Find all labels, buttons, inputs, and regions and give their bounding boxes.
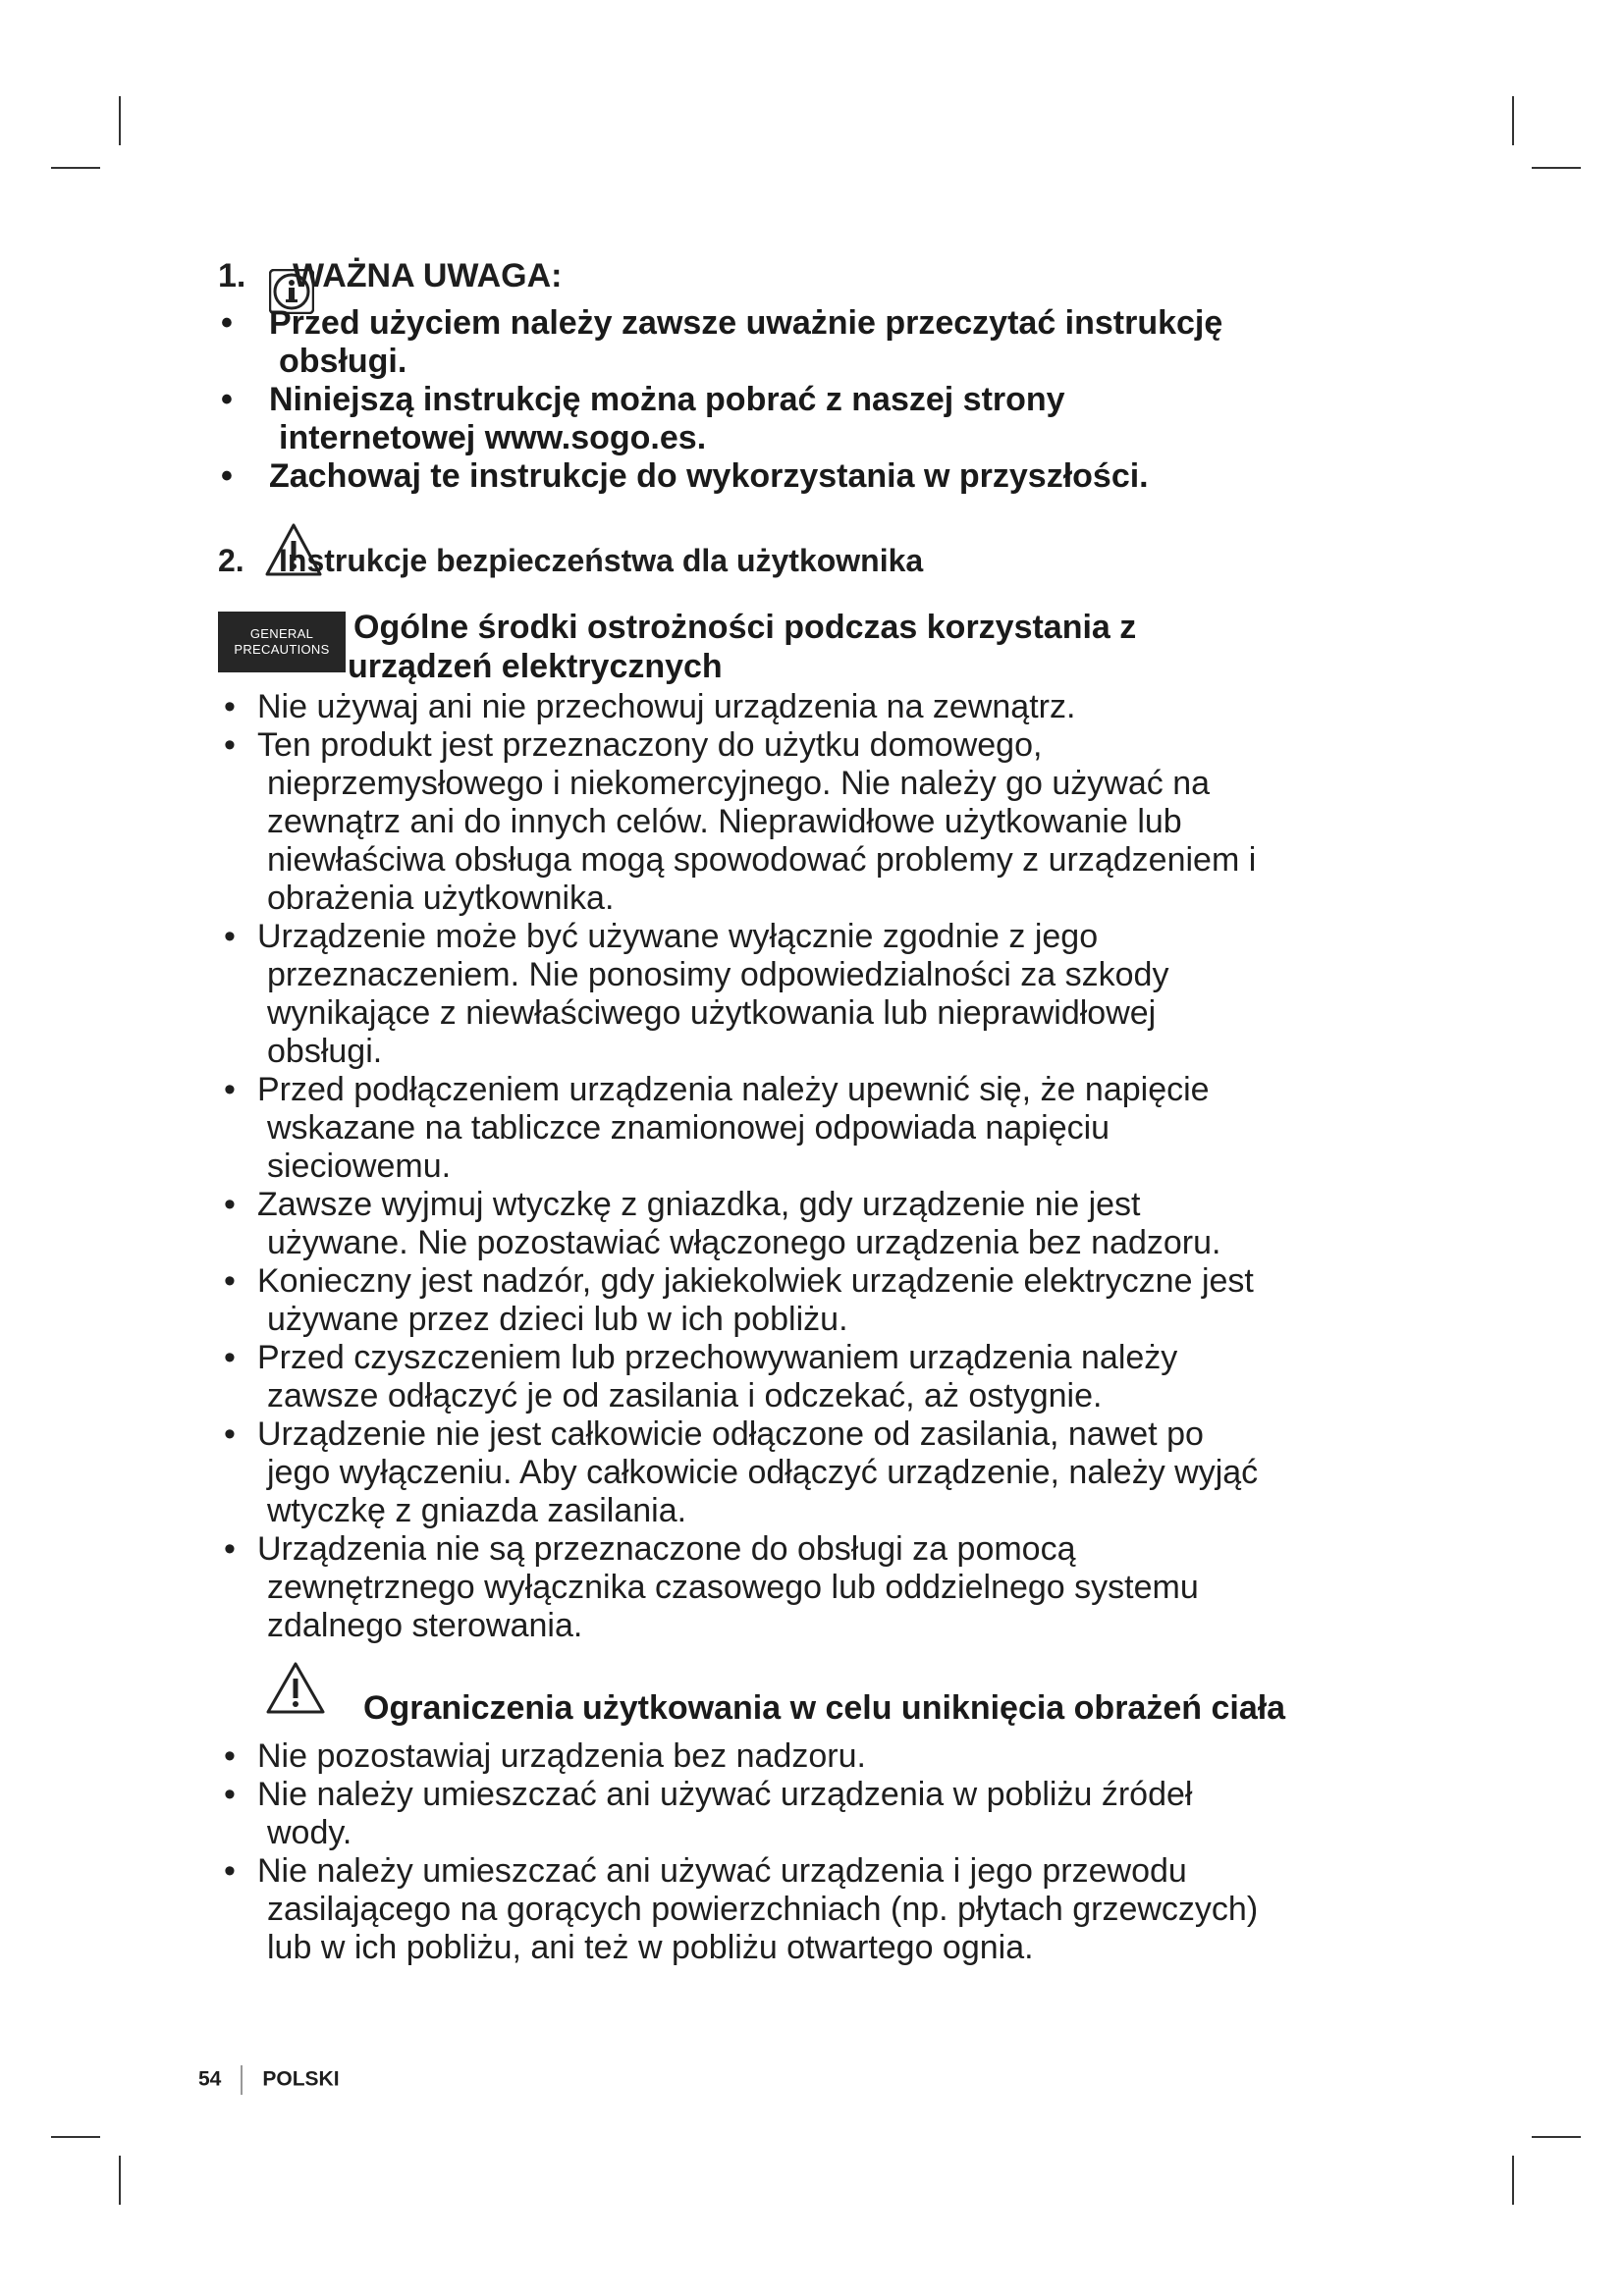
bullet-icon: • xyxy=(224,688,236,725)
list-item-text: Urządzenie nie jest całkowicie odłączone od zasilania, nawet po xyxy=(257,1415,1204,1453)
list-item-continuation: zawsze odłączyć je od zasilania i odczekać, aż ostygnie. xyxy=(267,1377,1103,1415)
list-item-text: Przed użyciem należy zawsze uważnie przeczytać instrukcję xyxy=(269,304,1223,342)
list-item-continuation: zewnątrz ani do innych celów. Nieprawidłowe użytkowanie lub xyxy=(267,803,1182,840)
list-item-continuation: nieprzemysłowego i niekomercyjnego. Nie należy go używać na xyxy=(267,765,1211,802)
list-item-continuation: zasilającego na gorących powierzchniach (np. płytach grzewczych) xyxy=(267,1891,1259,1928)
list-item xyxy=(218,1339,1435,1415)
list-item xyxy=(218,1852,1435,1967)
list-item xyxy=(218,1186,1435,1262)
list-item-continuation: wynikające z niewłaściwego użytkowania lub nieprawidłowej xyxy=(267,994,1157,1032)
title-line: Ogólne środki ostrożności podczas korzystania z xyxy=(353,609,1137,646)
crop-mark xyxy=(51,2136,100,2138)
list-item-text: Przed podłączeniem urządzenia należy upewnić się, że napięcie xyxy=(257,1071,1210,1108)
list-item xyxy=(218,918,1435,1071)
bullet-icon: • xyxy=(224,1262,236,1300)
list-item-text: Zachowaj te instrukcje do wykorzystania w przyszłości. xyxy=(269,457,1149,495)
crop-mark xyxy=(1532,167,1581,169)
bullet-icon: • xyxy=(224,1339,236,1376)
bullet-icon: • xyxy=(224,1852,236,1890)
list-item-continuation: jego wyłączeniu. Aby całkowicie odłączyć urządzenie, należy wyjąć xyxy=(267,1454,1259,1491)
footer-divider xyxy=(241,2065,243,2095)
footer-language: POLSKI xyxy=(262,2067,340,2091)
list-item xyxy=(218,1071,1435,1186)
list-item-continuation: lub w ich pobliżu, ani też w pobliżu otwartego ognia. xyxy=(267,1929,1034,1966)
badge-line: PRECAUTIONS xyxy=(234,642,330,657)
list-item-continuation: używane przez dzieci lub w ich pobliżu. xyxy=(267,1301,848,1338)
bullet-icon: • xyxy=(221,457,233,495)
usage-limits-title: Ograniczenia użytkowania w celu uniknięcia obrażeń ciała xyxy=(363,1689,1286,1727)
bullet-icon: • xyxy=(224,1415,236,1453)
page-footer xyxy=(198,2065,340,2095)
bullet-icon: • xyxy=(221,381,233,418)
general-precautions-list xyxy=(218,688,1435,1645)
list-item-continuation: obrażenia użytkownika. xyxy=(267,880,615,917)
list-item-text: Ten produkt jest przeznaczony do użytku domowego, xyxy=(257,726,1043,764)
bullet-icon: • xyxy=(224,1530,236,1568)
list-item-text: Nie używaj ani nie przechowuj urządzenia na zewnątrz. xyxy=(257,688,1076,725)
bullet-icon: • xyxy=(224,726,236,764)
crop-mark xyxy=(119,96,121,145)
section-1-heading xyxy=(218,257,1435,304)
list-item-text: Urządzenia nie są przeznaczone do obsługi za pomocą xyxy=(257,1530,1076,1568)
list-item xyxy=(218,304,1435,381)
list-item-text: Przed czyszczeniem lub przechowywaniem urządzenia należy xyxy=(257,1339,1178,1376)
list-item xyxy=(218,1262,1435,1339)
list-item-continuation: zewnętrznego wyłącznika czasowego lub oddzielnego systemu xyxy=(267,1569,1199,1606)
list-item xyxy=(218,457,1435,496)
bullet-icon: • xyxy=(224,1071,236,1108)
section-1-title: WAŻNA UWAGA: xyxy=(293,257,563,294)
section-2-number: 2. xyxy=(218,543,244,578)
bullet-icon: • xyxy=(224,918,236,955)
bullet-icon: • xyxy=(224,1186,236,1223)
crop-mark xyxy=(1512,2156,1514,2205)
list-item-continuation: wskazane na tabliczce znamionowej odpowiada napięciu xyxy=(267,1109,1110,1147)
bullet-icon: • xyxy=(224,1776,236,1813)
list-item-text: Konieczny jest nadzór, gdy jakiekolwiek urządzenie elektryczne jest xyxy=(257,1262,1254,1300)
list-item-continuation: internetowej www.sogo.es. xyxy=(279,419,707,456)
crop-mark xyxy=(51,167,100,169)
list-item xyxy=(218,1415,1435,1530)
list-item-continuation: sieciowemu. xyxy=(267,1148,452,1185)
list-item-continuation: wtyczkę z gniazda zasilania. xyxy=(267,1492,687,1529)
list-item xyxy=(218,381,1435,457)
general-precautions-heading xyxy=(218,608,1435,688)
general-precautions-title xyxy=(348,608,1414,686)
list-item xyxy=(218,1530,1435,1645)
usage-limits-heading xyxy=(218,1675,1435,1737)
badge-line: GENERAL xyxy=(249,626,314,641)
list-item-continuation: wody. xyxy=(267,1814,352,1851)
list-item xyxy=(218,1737,1435,1776)
list-item-text: Niniejszą instrukcję można pobrać z naszej strony xyxy=(269,381,1065,418)
list-item-text: Zawsze wyjmuj wtyczkę z gniazdka, gdy urządzenie nie jest xyxy=(257,1186,1141,1223)
usage-limits-list xyxy=(218,1737,1435,1967)
bullet-icon: • xyxy=(221,304,233,342)
list-item-continuation: przeznaczeniem. Nie ponosimy odpowiedzialności za szkody xyxy=(267,956,1169,993)
page-content xyxy=(218,257,1435,1967)
list-item-continuation: obsługi. xyxy=(279,343,407,380)
list-item-text: Nie pozostawiaj urządzenia bez nadzoru. xyxy=(257,1737,866,1775)
list-item xyxy=(218,726,1435,918)
general-precautions-badge xyxy=(218,612,346,672)
list-item-text: Urządzenie może być używane wyłącznie zgodnie z jego xyxy=(257,918,1099,955)
crop-mark xyxy=(119,2156,121,2205)
crop-mark xyxy=(1512,96,1514,145)
list-item-continuation: obsługi. xyxy=(267,1033,383,1070)
list-item-text: Nie należy umieszczać ani używać urządzenia w pobliżu źródeł xyxy=(257,1776,1193,1813)
list-item-continuation: zdalnego sterowania. xyxy=(267,1607,583,1644)
section-1-number: 1. xyxy=(218,257,246,294)
list-item-continuation: niewłaściwa obsługa mogą spowodować problemy z urządzeniem i xyxy=(267,841,1257,879)
list-item xyxy=(218,688,1435,726)
section-2-title: Instrukcje bezpieczeństwa dla użytkownika xyxy=(279,543,924,578)
title-line: urządzeń elektrycznych xyxy=(348,648,723,685)
important-notes-list xyxy=(218,304,1435,496)
list-item-continuation: używane. Nie pozostawiać włączonego urządzenia bez nadzoru. xyxy=(267,1224,1221,1261)
section-2-heading xyxy=(218,527,1435,580)
bullet-icon: • xyxy=(224,1737,236,1775)
list-item xyxy=(218,1776,1435,1852)
list-item-text: Nie należy umieszczać ani używać urządzenia i jego przewodu xyxy=(257,1852,1187,1890)
page-number: 54 xyxy=(198,2067,222,2091)
crop-mark xyxy=(1532,2136,1581,2138)
warning-icon xyxy=(265,1661,326,1716)
